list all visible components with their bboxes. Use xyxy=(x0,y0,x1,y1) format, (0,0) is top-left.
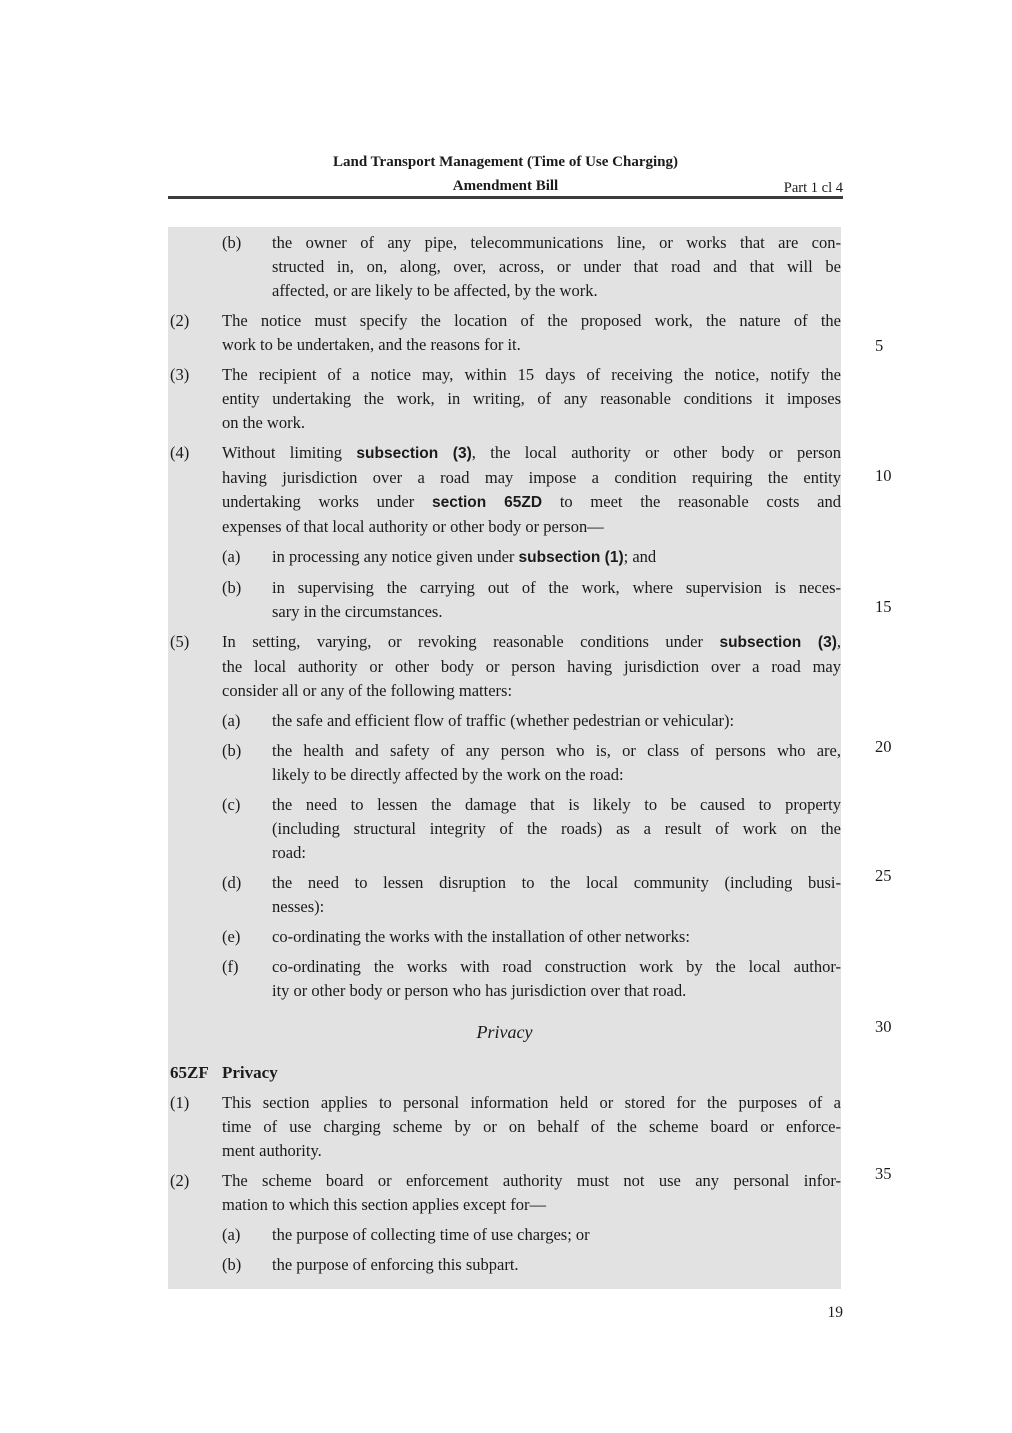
margin-line-number: 35 xyxy=(875,1164,892,1183)
clause-item xyxy=(168,545,841,570)
clause-item xyxy=(168,231,841,303)
text-line: in processing any notice given under subsection (1); and xyxy=(272,547,657,566)
text-line: structed in, on, along, over, across, or under that road and that will be xyxy=(272,257,841,276)
margin-line-number: 30 xyxy=(875,1017,892,1036)
text-line: having jurisdiction over a road may impose a condition requiring the entity xyxy=(222,468,841,487)
clause-item xyxy=(168,363,841,435)
crosshead-privacy: Privacy xyxy=(476,1022,533,1042)
text-line: the owner of any pipe, telecommunications line, or works that are con- xyxy=(272,233,841,252)
text-line: The scheme board or enforcement authority must not use any personal infor- xyxy=(222,1171,841,1190)
text-line: This section applies to personal information held or stored for the purposes of a xyxy=(222,1093,841,1112)
text-line: ment authority. xyxy=(222,1141,322,1160)
header-title-line1: Land Transport Management (Time of Use Charging) xyxy=(333,154,678,170)
section-title: Privacy xyxy=(222,1063,278,1082)
text-line: the need to lessen disruption to the local community (including busi- xyxy=(272,873,841,892)
clause-number: (b) xyxy=(222,1255,242,1274)
bold-cross-reference: subsection (3) xyxy=(719,634,837,651)
clause-item xyxy=(168,630,841,703)
text-line: the safe and efficient flow of traffic (whether pedestrian or vehicular): xyxy=(272,711,735,730)
clause-number: (2) xyxy=(170,311,190,330)
text-line: ity or other body or person who has jurisdiction over that road. xyxy=(272,981,687,1000)
text-line: nesses): xyxy=(272,897,325,916)
clause-number: (c) xyxy=(222,795,241,814)
section-number: 65ZF xyxy=(170,1063,209,1082)
text-line: The recipient of a notice may, within 15 days of receiving the notice, notify the xyxy=(222,365,841,384)
text-line: entity undertaking the work, in writing, of any reasonable conditions it imposes xyxy=(222,389,841,408)
text-line: Without limiting subsection (3), the local authority or other body or person xyxy=(222,443,842,462)
margin-line-number: 15 xyxy=(875,597,892,616)
clause-number: (b) xyxy=(222,578,242,597)
text-line: likely to be directly affected by the work on the road: xyxy=(272,765,624,784)
header-part-reference: Part 1 cl 4 xyxy=(783,180,843,196)
clause-number: (d) xyxy=(222,873,242,892)
text-line: mation to which this section applies except for— xyxy=(222,1195,546,1214)
text-line: on the work. xyxy=(222,413,305,432)
text-line: The notice must specify the location of the proposed work, the nature of the xyxy=(222,311,841,330)
text-line: co-ordinating the works with the installation of other networks: xyxy=(272,927,690,946)
text-line: time of use charging scheme by or on behalf of the scheme board or enforce- xyxy=(222,1117,841,1136)
clause-number: (e) xyxy=(222,927,241,946)
clause-item xyxy=(168,739,841,787)
clause-number: (a) xyxy=(222,711,241,730)
text-line: co-ordinating the works with road construction work by the local author- xyxy=(272,957,841,976)
clause-number: (a) xyxy=(222,547,241,566)
clause-item xyxy=(168,955,841,1003)
clause-item xyxy=(168,793,841,865)
clause-number: (4) xyxy=(170,443,190,462)
text-line: the health and safety of any person who is, or class of persons who are, xyxy=(272,741,841,760)
clause-item xyxy=(168,871,841,919)
clause-item xyxy=(168,709,841,733)
margin-line-number: 20 xyxy=(875,737,892,756)
text-line: in supervising the carrying out of the work, where supervision is neces- xyxy=(272,578,841,597)
bold-cross-reference: section 65ZD xyxy=(431,494,543,511)
text-line: the need to lessen the damage that is likely to be caused to property xyxy=(272,795,841,814)
clause-number: (b) xyxy=(222,233,242,252)
text-line: In setting, varying, or revoking reasonable conditions under subsection (3), xyxy=(222,632,841,651)
clause-item xyxy=(168,309,841,357)
bold-cross-reference: subsection (1) xyxy=(518,549,624,566)
text-line: expenses of that local authority or other body or person— xyxy=(222,517,604,536)
text-line: sary in the circumstances. xyxy=(272,602,443,621)
header-rule-divider xyxy=(168,196,843,199)
clause-item xyxy=(168,1253,841,1277)
amended-text-shaded-block xyxy=(168,227,841,1289)
clause-number: (1) xyxy=(170,1093,190,1112)
clause-item xyxy=(168,1169,841,1217)
page-number: 19 xyxy=(827,1304,843,1321)
clause-item xyxy=(168,576,841,624)
clause-number: (f) xyxy=(222,957,239,976)
margin-line-number: 10 xyxy=(875,466,892,485)
text-line: the local authority or other body or person having jurisdiction over a road may xyxy=(222,657,841,676)
text-line: the purpose of collecting time of use charges; or xyxy=(272,1225,590,1244)
clause-number: (2) xyxy=(170,1171,190,1190)
margin-line-number: 25 xyxy=(875,866,892,885)
bold-cross-reference: subsection (3) xyxy=(356,445,472,462)
clause-number: (3) xyxy=(170,365,190,384)
text-line: road: xyxy=(272,843,306,862)
clause-number: (b) xyxy=(222,741,242,760)
clause-number: (5) xyxy=(170,632,190,651)
text-line: affected, or are likely to be affected, by the work. xyxy=(272,281,598,300)
text-line: the purpose of enforcing this subpart. xyxy=(272,1255,519,1274)
clause-item xyxy=(168,441,841,539)
text-line: undertaking works under section 65ZD to meet the reasonable costs and xyxy=(222,492,841,511)
section-heading xyxy=(168,1061,841,1085)
text-line: consider all or any of the following matters: xyxy=(222,681,513,700)
clause-item xyxy=(168,1091,841,1163)
text-line: (including structural integrity of the roads) as a result of work on the xyxy=(272,819,841,838)
clause-item xyxy=(168,1223,841,1247)
clause-number: (a) xyxy=(222,1225,241,1244)
header-title-line2: Amendment Bill xyxy=(452,178,559,194)
text-line: work to be undertaken, and the reasons for it. xyxy=(222,335,521,354)
margin-line-number: 5 xyxy=(875,336,884,355)
clause-item xyxy=(168,925,841,949)
